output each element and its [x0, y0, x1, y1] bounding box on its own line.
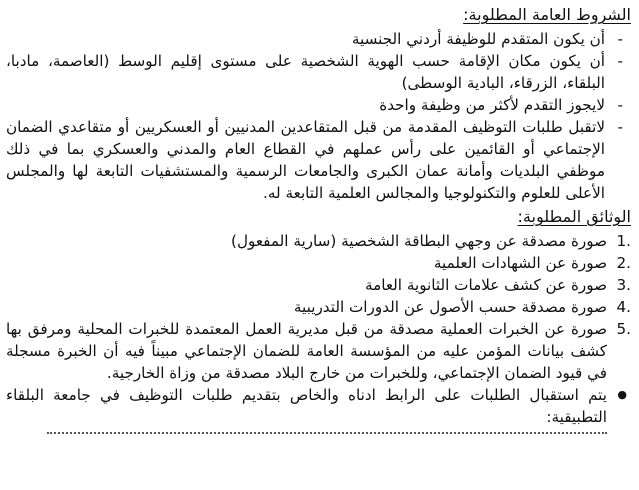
bullet-marker: ● [617, 388, 627, 401]
document-text: صورة عن الخبرات العملية مصدقة من قبل مديرية العمل المعتمدة للخبرات المحلية ومرفق بها كشف بيانات المؤمن عليه من المؤسسة العامة للضمان الإجتماعي مبيناً فيه أن الخبرة مسجلة في قيود الضمان الإجتماعي، وللخبرات من خارج البلاد مصدقة من وزاة الخارجية. [6, 320, 607, 382]
notes-list [6, 384, 633, 428]
note-item [6, 384, 633, 428]
document-item [6, 296, 633, 318]
condition-text: لاتقبل طلبات التوظيف المقدمة من قبل المتقاعدين المدنيين أو العسكريين أو متقاعدي الضمان الإجتماعي أو القائمين على رأس عملهم في القطاع العام والمدني والعسكري بما في ذلك موظفي البلديات وأمانة عمان الكبرى والجامعات الرسمية والمستشفيات التابعة لها والمجلس الأعلى للعلوم والتكنولوجيا والمجالس العلمية التابعة له. [6, 118, 605, 202]
note-text: يتم استقبال الطلبات على الرابط ادناه والخاص بتقديم طلبات التوظيف في جامعة البلقاء التطبيقية: [6, 386, 607, 426]
document-text: صورة عن كشف علامات الثانوية العامة [364, 276, 607, 294]
condition-text: أن يكون مكان الإقامة حسب الهوية الشخصية على مستوى إقليم الوسط (العاصمة، مادبا، البلقاء، الزرقاء، البادية الوسطى) [6, 52, 605, 92]
document-text: صورة عن الشهادات العلمية [433, 254, 607, 272]
cut-off-line [47, 432, 607, 442]
document-item [6, 318, 633, 384]
document-item [6, 274, 633, 296]
condition-item [6, 94, 633, 116]
dash-marker: - [617, 30, 623, 48]
required-documents-list [6, 230, 633, 384]
item-number: 1. [616, 232, 631, 250]
item-number: 5. [616, 320, 631, 338]
general-conditions-heading: الشروط العامة المطلوبة: [463, 5, 631, 24]
document-item [6, 252, 633, 274]
dash-marker: - [617, 118, 623, 136]
dash-marker: - [617, 96, 623, 114]
required-documents-heading: الوثائق المطلوبة: [517, 207, 631, 226]
document-item [6, 230, 633, 252]
document-text: صورة مصدقة عن وجهي البطاقة الشخصية (سارية المفعول) [231, 232, 607, 250]
dash-marker: - [617, 52, 623, 70]
document-text: صورة مصدقة حسب الأصول عن الدورات التدريبية [293, 298, 607, 316]
condition-item [6, 50, 633, 94]
general-conditions-list [6, 28, 633, 204]
item-number: 4. [616, 298, 631, 316]
item-number: 3. [616, 276, 631, 294]
condition-item [6, 28, 633, 50]
condition-text: أن يكون المتقدم للوظيفة أردني الجنسية [351, 30, 605, 48]
item-number: 2. [616, 254, 631, 272]
condition-item [6, 116, 633, 204]
condition-text: لايجوز التقدم لأكثر من وظيفة واحدة [379, 96, 605, 114]
